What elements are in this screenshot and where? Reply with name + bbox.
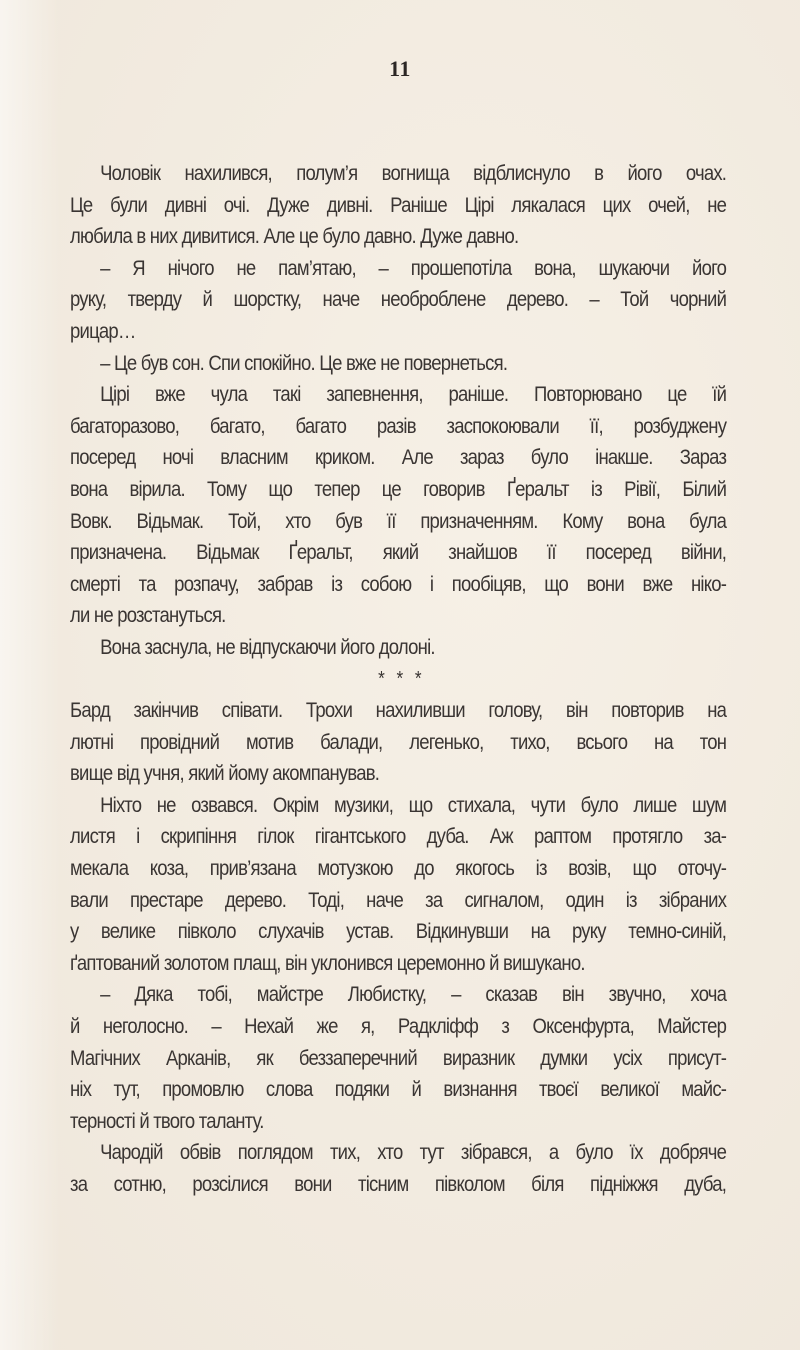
text-line: посеред ночі власним криком. Але зараз було інакше. Зараз: [70, 445, 727, 470]
text-line: Вона заснула, не відпускаючи його долоні.: [100, 634, 435, 659]
text-line: смерті та розпачу, забрав із собою і пообіцяв, що вони вже ніко-: [70, 571, 727, 596]
text-line: – Я нічого не пам’ятаю, – прошепотіла вона, шукаючи його: [100, 255, 727, 280]
text-line: Чародій обвів поглядом тих, хто тут зібрався, а було їх добряче: [100, 1140, 727, 1165]
text-line: рицар…: [70, 318, 136, 343]
text-line: Бард закінчив співати. Трохи нахиливши голову, він повторив на: [70, 698, 727, 723]
text-line: вище від учня, який йому акомпанував.: [70, 761, 380, 786]
text-line: Цірі вже чула такі запевнення, раніше. Повторювано це їй: [100, 382, 727, 407]
text-line: – Дяка тобі, майстре Любистку, – сказав він звучно, хоча: [100, 982, 727, 1007]
text-line: ніх тут, промовлю слова подяки й визнання твоєї великої майс-: [70, 1077, 727, 1102]
text-line: терності й твого таланту.: [70, 1108, 264, 1133]
text-line: й неголосно. – Нехай же я, Радкліфф з Оксенфурта, Майстер: [70, 1014, 727, 1039]
text-line: лютні провідний мотив балади, легенько, тихо, всього на тон: [70, 729, 727, 754]
text-line: Чоловік нахилився, полум’я вогнища відблиснуло в його очах.: [100, 161, 727, 185]
text-line: за сотню, розсілися вони тісним півколом біля підніжжя дуба,: [70, 1172, 727, 1196]
text-line: – Це був сон. Спи спокійно. Це вже не повернеться.: [100, 350, 508, 375]
text-line: любила в них дивитися. Але це було давно. Дуже давно.: [70, 224, 519, 249]
text-line: руку, тверду й шорстку, наче необроблене дерево. – Той чорний: [70, 287, 727, 312]
text-line: багаторазово, багато, багато разів заспокоювали її, розбуджену: [70, 413, 727, 438]
text-line: у велике півколо слухачів устав. Відкинувши на руку темно-синій,: [70, 919, 727, 944]
section-separator: * * *: [378, 667, 425, 690]
text-line: вона вірила. Тому що тепер це говорив Ґеральт із Рівії, Білий: [70, 476, 727, 501]
text-line: Ніхто не озвався. Окрім музики, що стихала, чути було лише шум: [100, 792, 727, 817]
text-line: призначена. Відьмак Ґеральт, який знайшов її посеред війни,: [70, 540, 727, 565]
text-line: Магічних Арканів, як беззаперечний виразник думки усіх присут-: [70, 1045, 727, 1070]
text-line: вали престаре дерево. Тоді, наче за сигналом, один із зібраних: [70, 887, 727, 912]
text-line: Це були дивні очі. Дуже дивні. Раніше Цірі лякалася цих очей, не: [70, 192, 727, 217]
text-line: ґаптований золотом плащ, він уклонився церемонно й вишукано.: [70, 950, 585, 975]
text-line: листя і скрипіння гілок гігантського дуба. Аж раптом протягло за-: [70, 824, 727, 849]
text-line: мекала коза, прив’язана мотузкою до якогось із возів, що оточу-: [70, 856, 727, 881]
body-text: [70, 158, 726, 1201]
text-line: Вовк. Відьмак. Той, хто був її призначенням. Кому вона була: [70, 508, 727, 533]
page-number: 11: [389, 56, 411, 81]
text-line: ли не розстануться.: [70, 603, 226, 628]
